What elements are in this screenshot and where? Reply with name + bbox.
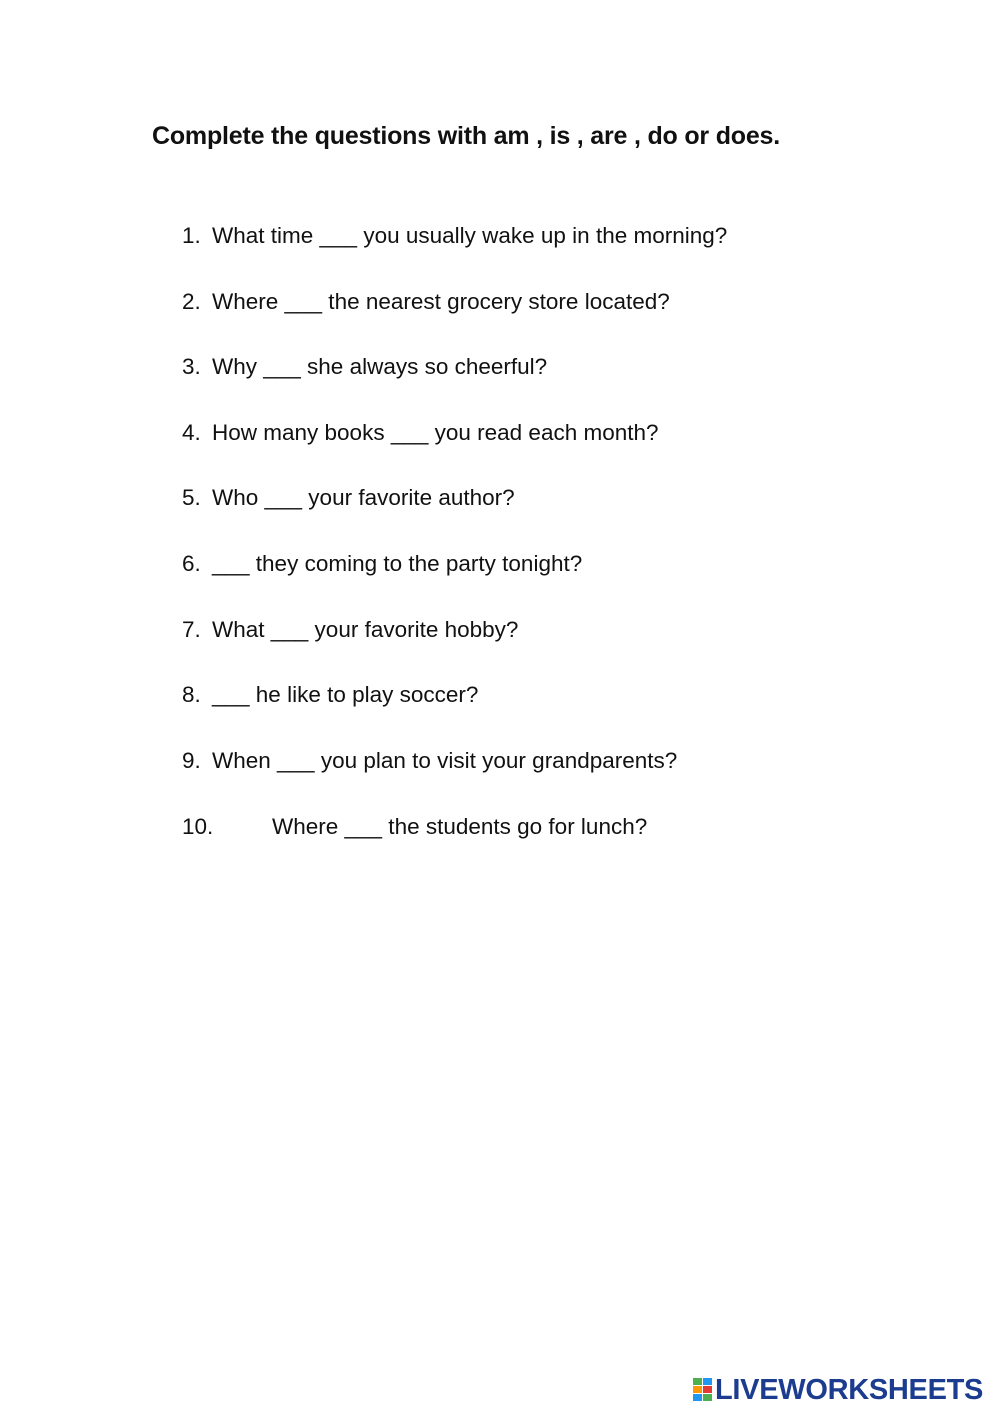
- question-number: 10.: [182, 814, 214, 839]
- question-text: What time ___ you usually wake up in the morning?: [212, 223, 728, 248]
- question-item: [182, 679, 478, 711]
- question-number: 5.: [182, 485, 201, 510]
- liveworksheets-wordmark: LIVEWORKSHEETS: [715, 1373, 984, 1406]
- question-number: 2.: [182, 288, 201, 314]
- liveworksheets-logo: [693, 1374, 983, 1406]
- question-number: 9.: [182, 748, 201, 773]
- question-number: 3.: [182, 354, 201, 379]
- question-item: [182, 220, 727, 252]
- worksheet-title: Complete the questions with am , is , are , do or does.: [152, 122, 781, 150]
- question-item: [182, 548, 582, 580]
- question-text: Where ___ the nearest grocery store located?: [212, 288, 670, 314]
- question-number: 8.: [182, 682, 201, 707]
- question-text: ___ he like to play soccer?: [212, 682, 479, 707]
- question-text: When ___ you plan to visit your grandparents?: [212, 748, 678, 773]
- question-number: 1.: [182, 223, 201, 248]
- question-text: ___ they coming to the party tonight?: [212, 551, 583, 576]
- liveworksheets-icon: [693, 1377, 713, 1403]
- question-number: 4.: [182, 420, 201, 445]
- question-item: [182, 482, 515, 514]
- question-item: [182, 745, 677, 777]
- question-text: Where ___ the students go for lunch?: [272, 814, 648, 839]
- question-item: [182, 417, 659, 449]
- question-text: Why ___ she always so cheerful?: [212, 354, 548, 379]
- question-text: How many books ___ you read each month?: [212, 420, 659, 445]
- question-number: 6.: [182, 551, 201, 576]
- question-item: [182, 286, 670, 318]
- question-text: What ___ your favorite hobby?: [212, 617, 519, 642]
- question-item: [182, 614, 518, 646]
- question-number: 7.: [182, 617, 201, 642]
- question-item: [182, 811, 647, 843]
- question-text: Who ___ your favorite author?: [212, 485, 515, 510]
- question-item: [182, 351, 547, 383]
